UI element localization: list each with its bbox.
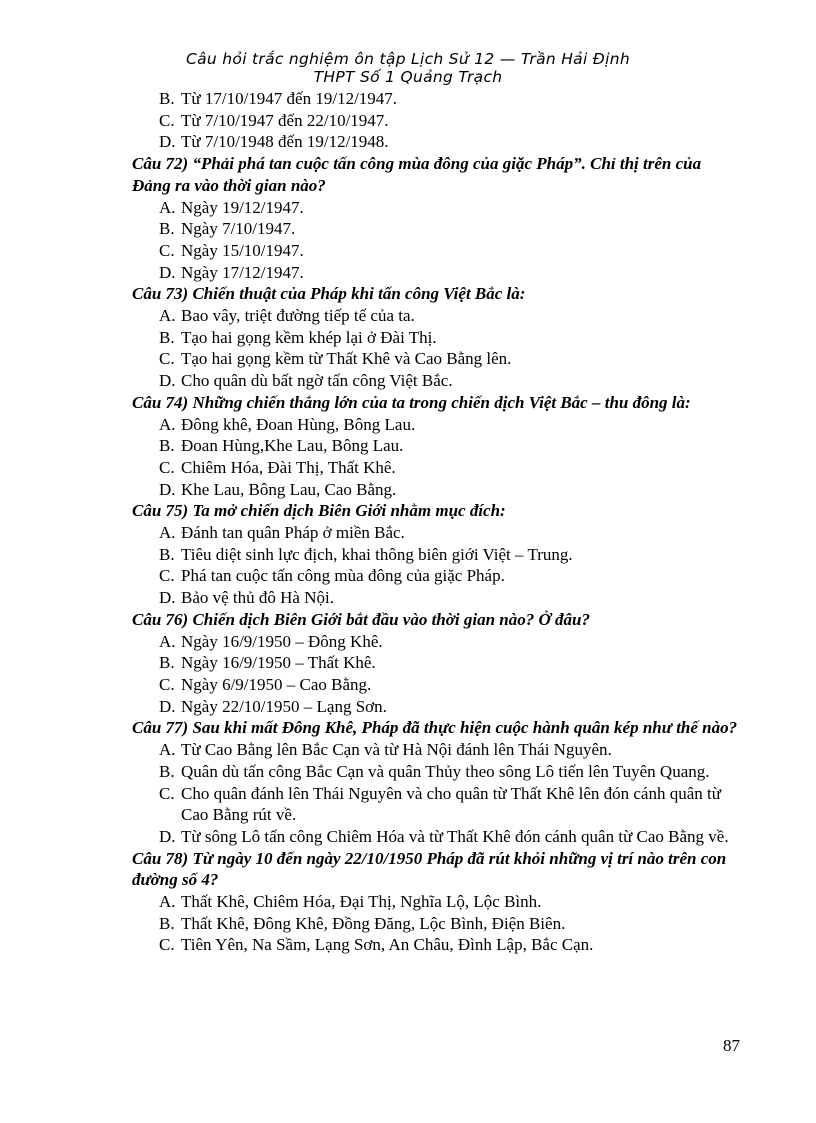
answer-option — [132, 348, 740, 370]
question-title: Câu 72) “Phải phá tan cuộc tấn công mùa đông của giặc Pháp”. Chỉ thị trên của Đảng ra vào thời gian nào? — [132, 154, 702, 195]
answer-option — [132, 457, 740, 479]
option-text: Quân dù tấn công Bắc Cạn và quân Thủy theo sông Lô tiến lên Tuyên Quang. — [181, 761, 710, 781]
option-text: Từ 7/10/1948 đến 19/12/1948. — [181, 132, 389, 152]
answer-option — [132, 652, 740, 674]
answer-option — [132, 240, 740, 262]
option-text: Khe Lau, Bông Lau, Cao Bằng. — [181, 479, 397, 499]
question-title: Câu 78) Từ ngày 10 đến ngày 22/10/1950 Pháp đã rút khỏi những vị trí nào trên con đường số 4? — [132, 848, 727, 890]
option-text: Ngày 22/10/1950 – Lạng Sơn. — [181, 696, 387, 716]
questions — [132, 153, 740, 956]
option-text: Đông khê, Đoan Hùng, Bông Lau. — [181, 414, 416, 434]
question-list — [132, 88, 740, 956]
option-label: A. — [159, 892, 176, 912]
option-text: Thất Khê, Chiêm Hóa, Đại Thị, Nghĩa Lộ, Lộc Bình. — [181, 892, 542, 912]
answer-option — [132, 197, 740, 219]
option-text: Từ sông Lô tấn công Chiêm Hóa và từ Thất Khê đón cánh quân từ Cao Bằng về. — [181, 826, 729, 846]
option-label: B. — [159, 436, 175, 456]
option-text: Từ 7/10/1947 đến 22/10/1947. — [181, 110, 389, 130]
answer-option — [132, 522, 740, 544]
answer-option — [132, 761, 740, 783]
option-label: A. — [159, 631, 176, 651]
answer-option — [132, 783, 740, 826]
answer-option — [132, 891, 740, 913]
option-label: D. — [159, 262, 176, 282]
option-text: Ngày 6/9/1950 – Cao Bằng. — [181, 674, 372, 694]
option-label: D. — [159, 826, 176, 846]
option-text: Bảo vệ thủ đô Hà Nội. — [181, 588, 334, 608]
answer-option — [132, 934, 740, 956]
option-label: A. — [159, 523, 176, 543]
option-label: B. — [159, 219, 175, 239]
answer-option — [132, 262, 740, 284]
option-label: B. — [159, 653, 175, 673]
answer-option — [132, 327, 740, 349]
option-label: D. — [159, 479, 176, 499]
question-block — [132, 717, 740, 847]
answer-option — [132, 565, 740, 587]
option-label: C. — [159, 935, 175, 955]
option-label: B. — [159, 761, 175, 781]
option-label: A. — [159, 414, 176, 434]
answer-option — [132, 435, 740, 457]
page-header — [0, 50, 816, 86]
option-label: C. — [159, 566, 175, 586]
option-text: Cho quân dù bất ngờ tấn công Việt Bắc. — [181, 371, 453, 391]
option-text: Tiêu diệt sinh lực địch, khai thông biên giới Việt – Trung. — [181, 544, 573, 564]
answer-option — [132, 913, 740, 935]
question-title: Câu 77) Sau khi mất Đông Khê, Pháp đã thực hiện cuộc hành quân kép như thế nào? — [132, 718, 738, 738]
question-title: Câu 74) Những chiến thắng lớn của ta trong chiến dịch Việt Bắc – thu đông là: — [132, 392, 691, 412]
question-title: Câu 73) Chiến thuật của Pháp khi tấn công Việt Bắc là: — [132, 284, 526, 304]
answer-option — [132, 631, 740, 653]
option-label: A. — [159, 306, 176, 326]
option-label: D. — [159, 588, 176, 608]
option-label: B. — [159, 327, 175, 347]
option-text: Ngày 17/12/1947. — [181, 262, 304, 282]
answer-option — [132, 826, 740, 848]
question-block — [132, 609, 740, 718]
option-label: C. — [159, 457, 175, 477]
question-block — [132, 153, 740, 283]
option-label: D. — [159, 371, 176, 391]
option-text: Tạo hai gọng kềm từ Thất Khê và Cao Bằng lên. — [181, 349, 512, 369]
option-label: C. — [159, 674, 175, 694]
option-label: C. — [159, 240, 175, 260]
question-block — [132, 283, 740, 392]
option-text: Ngày 19/12/1947. — [181, 197, 304, 217]
option-label: D. — [159, 132, 176, 152]
option-text: Từ Cao Bằng lên Bắc Cạn và từ Hà Nội đánh lên Thái Nguyên. — [181, 740, 612, 760]
option-text: Đoan Hùng,Khe Lau, Bông Lau. — [181, 436, 404, 456]
answer-option — [132, 218, 740, 240]
option-label: C. — [159, 783, 175, 803]
answer-option — [132, 739, 740, 761]
answer-option — [132, 88, 740, 110]
option-text: Tiên Yên, Na Sầm, Lạng Sơn, An Châu, Đình Lập, Bắc Cạn. — [181, 935, 594, 955]
answer-option — [132, 110, 740, 132]
answer-option — [132, 414, 740, 436]
header-school: THPT Số 1 Quảng Trạch — [313, 68, 503, 86]
option-text: Thất Khê, Đông Khê, Đồng Đăng, Lộc Bình, Điện Biên. — [181, 913, 566, 933]
carryover-options — [132, 88, 740, 153]
option-label: D. — [159, 696, 176, 716]
question-block — [132, 848, 740, 957]
option-text: Bao vây, triệt đường tiếp tế của ta. — [181, 306, 415, 326]
option-text: Ngày 16/9/1950 – Đông Khê. — [181, 631, 383, 651]
option-text: Cho quân đánh lên Thái Nguyên và cho quân từ Thất Khê lên đón cánh quân từ Cao Bằng rút về. — [181, 783, 721, 825]
header-title: Câu hỏi trắc nghiệm ôn tập Lịch Sử 12 — Trần Hải Định — [186, 50, 630, 68]
option-label: B. — [159, 913, 175, 933]
option-label: C. — [159, 110, 175, 130]
page-number: 87 — [723, 1036, 740, 1055]
option-text: Ngày 16/9/1950 – Thất Khê. — [181, 653, 376, 673]
option-label: B. — [159, 544, 175, 564]
answer-option — [132, 674, 740, 696]
question-block — [132, 500, 740, 609]
option-label: A. — [159, 740, 176, 760]
option-label: C. — [159, 349, 175, 369]
answer-option — [132, 587, 740, 609]
answer-option — [132, 305, 740, 327]
option-text: Đánh tan quân Pháp ở miền Bắc. — [181, 523, 405, 543]
option-text: Chiêm Hóa, Đài Thị, Thất Khê. — [181, 457, 396, 477]
option-text: Tạo hai gọng kềm khép lại ở Đài Thị. — [181, 327, 437, 347]
answer-option — [132, 544, 740, 566]
question-block — [132, 392, 740, 501]
answer-option — [132, 479, 740, 501]
option-text: Ngày 15/10/1947. — [181, 240, 304, 260]
answer-option — [132, 696, 740, 718]
option-label: A. — [159, 197, 176, 217]
answer-option — [132, 131, 740, 153]
option-text: Ngày 7/10/1947. — [181, 219, 296, 239]
question-title: Câu 76) Chiến dịch Biên Giới bắt đầu vào thời gian nào? Ở đâu? — [132, 609, 590, 629]
answer-option — [132, 370, 740, 392]
option-label: B. — [159, 89, 175, 108]
option-text: Từ 17/10/1947 đến 19/12/1947. — [181, 89, 398, 108]
option-text: Phá tan cuộc tấn công mùa đông của giặc Pháp. — [181, 566, 505, 586]
question-title: Câu 75) Ta mở chiến dịch Biên Giới nhằm mục đích: — [132, 501, 506, 521]
